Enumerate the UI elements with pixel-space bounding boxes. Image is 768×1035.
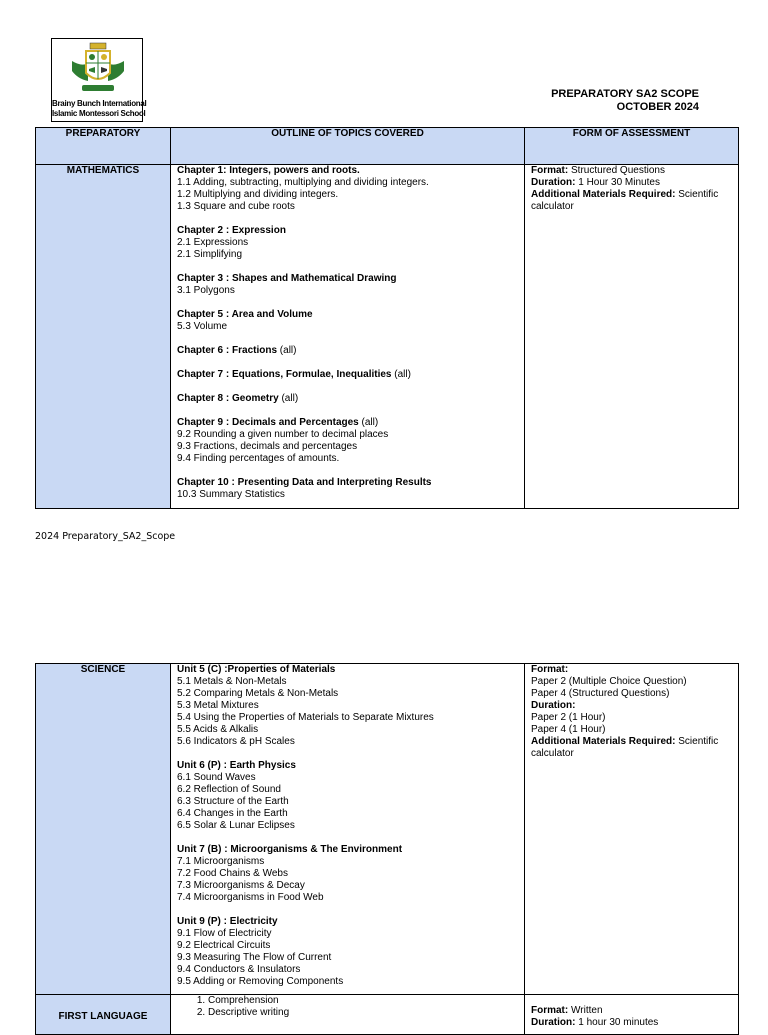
- math-row: [36, 165, 739, 509]
- first-language-assessment: [525, 995, 739, 1035]
- unit-item: 5.1 Metals & Non-Metals: [177, 676, 287, 687]
- page-footer: 2024 Preparatory_SA2_Scope: [35, 531, 176, 542]
- chapter-item: 1.1 Adding, subtracting, multiplying and dividing integers.: [177, 177, 429, 188]
- chapter-title: Chapter 10 : Presenting Data and Interpreting Results: [177, 477, 432, 488]
- chapter-note: (all): [391, 369, 411, 380]
- unit-item: 9.4 Conductors & Insulators: [177, 964, 301, 975]
- fl-duration-value: 1 hour 30 minutes: [575, 1017, 659, 1028]
- chapter-item: 3.1 Polygons: [177, 285, 235, 296]
- chapter-title: Chapter 7 : Equations, Formulae, Inequalities: [177, 369, 392, 380]
- math-materials-value: Scientific calculator: [531, 189, 719, 212]
- chapter-title: Chapter 8 : Geometry: [177, 393, 279, 404]
- unit-item: 9.1 Flow of Electricity: [177, 928, 272, 939]
- sci-format-label: Format:: [531, 664, 569, 675]
- scope-table-page2: [35, 663, 739, 1035]
- chapter-item: 1.3 Square and cube roots: [177, 201, 295, 212]
- chapter-block: [177, 369, 518, 381]
- first-language-row: [36, 995, 739, 1035]
- chapter-block: [177, 273, 518, 297]
- sci-duration-line: Paper 2 (1 Hour): [531, 712, 606, 723]
- first-language-topics: [171, 995, 525, 1035]
- unit-block: [177, 844, 518, 904]
- school-logo: [51, 38, 147, 122]
- unit-item: 7.3 Microorganisms & Decay: [177, 880, 305, 891]
- science-topics: [171, 664, 525, 995]
- table-header-row: [36, 128, 739, 165]
- unit-item: 5.6 Indicators & pH Scales: [177, 736, 295, 747]
- unit-title: Unit 6 (P) : Earth Physics: [177, 760, 296, 771]
- chapter-item: 5.3 Volume: [177, 321, 228, 332]
- unit-item: 9.3 Measuring The Flow of Current: [177, 952, 332, 963]
- chapter-title: Chapter 1: Integers, powers and roots.: [177, 165, 360, 176]
- header-topics: OUTLINE OF TOPICS COVERED: [171, 128, 525, 165]
- chapter-block: [177, 165, 518, 213]
- unit-item: 6.3 Structure of the Earth: [177, 796, 289, 807]
- chapter-title: Chapter 2 : Expression: [177, 225, 286, 236]
- unit-block: [177, 916, 518, 988]
- unit-item: 5.2 Comparing Metals & Non-Metals: [177, 688, 339, 699]
- chapter-title: Chapter 6 : Fractions: [177, 345, 278, 356]
- chapter-item: 9.2 Rounding a given number to decimal places: [177, 429, 389, 440]
- chapter-item: 2.1 Expressions: [177, 237, 249, 248]
- chapter-block: [177, 393, 518, 405]
- header-preparatory: PREPARATORY: [36, 128, 171, 165]
- chapter-block: [177, 345, 518, 357]
- subject-science: SCIENCE: [36, 664, 171, 995]
- unit-title: Unit 7 (B) : Microorganisms & The Environment: [177, 844, 403, 855]
- list-item: 2. Descriptive writing: [208, 1007, 518, 1019]
- unit-item: 7.4 Microorganisms in Food Web: [177, 892, 324, 903]
- chapter-note: (all): [358, 417, 379, 428]
- header-assessment: FORM OF ASSESSMENT: [525, 128, 739, 165]
- chapter-note: (all): [278, 393, 299, 404]
- math-topics: [171, 165, 525, 509]
- sci-duration-line: Paper 4 (1 Hour): [531, 724, 606, 735]
- science-assessment: [525, 664, 739, 995]
- math-duration-label: Duration:: [531, 177, 576, 188]
- unit-item: 5.3 Metal Mixtures: [177, 700, 259, 711]
- sci-format-line: Paper 4 (Structured Questions): [531, 688, 670, 699]
- math-assessment: [525, 165, 739, 509]
- list-item: 1. Comprehension: [208, 995, 518, 1007]
- math-materials-label: Additional Materials Required:: [531, 189, 676, 200]
- scope-table-page1: [35, 127, 739, 509]
- title-line2: OCTOBER 2024: [616, 101, 699, 113]
- science-row: [36, 664, 739, 995]
- title-line1: PREPARATORY SA2 SCOPE: [551, 88, 699, 100]
- math-format-value: Structured Questions: [568, 165, 665, 176]
- sci-materials-value: Scientific calculator: [531, 736, 719, 759]
- chapter-title: Chapter 3 : Shapes and Mathematical Drawing: [177, 273, 397, 284]
- sci-duration-label: Duration:: [531, 700, 576, 711]
- fl-format-label: Format:: [531, 1005, 569, 1016]
- unit-item: 5.5 Acids & Alkalis: [177, 724, 259, 735]
- math-format-label: Format:: [531, 165, 569, 176]
- subject-first-language: FIRST LANGUAGE: [36, 995, 171, 1035]
- chapter-item: 9.4 Finding percentages of amounts.: [177, 453, 340, 464]
- chapter-block: [177, 417, 518, 465]
- math-duration-value: 1 Hour 30 Minutes: [575, 177, 660, 188]
- unit-block: [177, 664, 518, 748]
- fl-duration-label: Duration:: [531, 1017, 576, 1028]
- sci-format-line: Paper 2 (Multiple Choice Question): [531, 676, 687, 687]
- unit-item: 6.1 Sound Waves: [177, 772, 256, 783]
- unit-item: 5.4 Using the Properties of Materials to Separate Mixtures: [177, 712, 434, 723]
- school-name-line2: Islamic Montessori School: [52, 109, 146, 118]
- school-name-line1: Brainy Bunch International: [52, 99, 147, 108]
- sci-materials-label: Additional Materials Required:: [531, 736, 676, 747]
- chapter-note: (all): [277, 345, 297, 356]
- document-title: [551, 88, 699, 114]
- chapter-block: [177, 309, 518, 333]
- subject-mathematics: MATHEMATICS: [36, 165, 171, 509]
- chapter-item: 9.3 Fractions, decimals and percentages: [177, 441, 358, 452]
- unit-item: 7.1 Microorganisms: [177, 856, 265, 867]
- unit-title: Unit 5 (C) :Properties of Materials: [177, 664, 336, 675]
- fl-format-value: Written: [568, 1005, 603, 1016]
- chapter-block: [177, 477, 518, 501]
- chapter-item: 2.1 Simplifying: [177, 249, 243, 260]
- chapter-item: 10.3 Summary Statistics: [177, 489, 285, 500]
- chapter-title: Chapter 5 : Area and Volume: [177, 309, 313, 320]
- unit-block: [177, 760, 518, 832]
- unit-item: 9.5 Adding or Removing Components: [177, 976, 344, 987]
- unit-item: 7.2 Food Chains & Webs: [177, 868, 288, 879]
- chapter-item: 1.2 Multiplying and dividing integers.: [177, 189, 339, 200]
- unit-item: 6.4 Changes in the Earth: [177, 808, 288, 819]
- school-crest-icon: [68, 41, 128, 99]
- unit-title: Unit 9 (P) : Electricity: [177, 916, 278, 927]
- unit-item: 6.5 Solar & Lunar Eclipses: [177, 820, 295, 831]
- chapter-title: Chapter 9 : Decimals and Percentages: [177, 417, 359, 428]
- chapter-block: [177, 225, 518, 261]
- unit-item: 6.2 Reflection of Sound: [177, 784, 281, 795]
- unit-item: 9.2 Electrical Circuits: [177, 940, 271, 951]
